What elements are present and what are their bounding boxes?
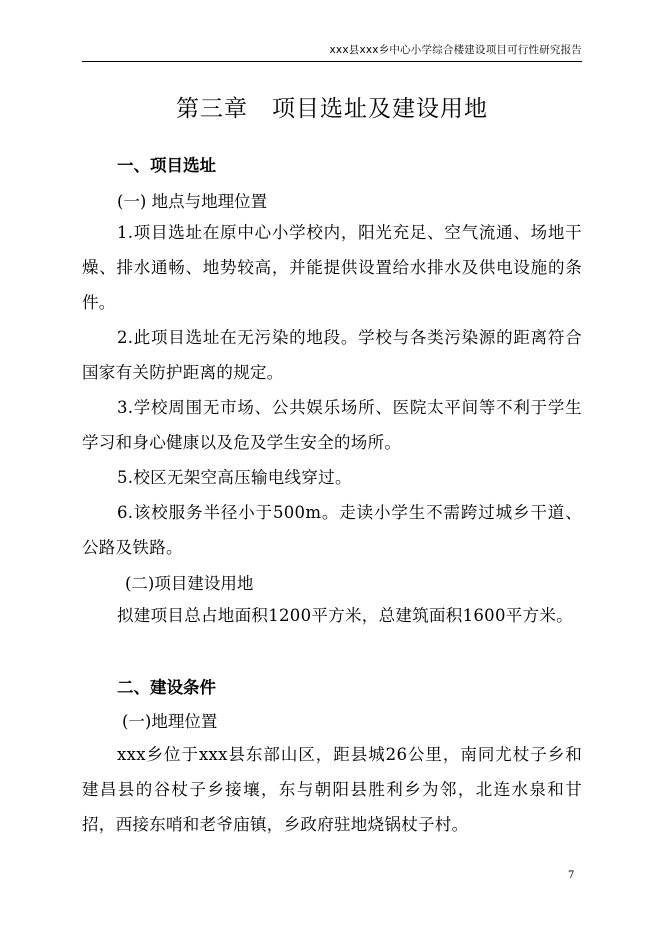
page-header: xxx县xxx乡中心小学综合楼建设项目可行性研究报告	[329, 44, 582, 56]
subsection-land: (二)项目建设用地	[125, 574, 254, 593]
site-item-3: 3.学校周围无市场、公共娱乐场所、医院太平间等不利于学生学习和身心健康以及危及学生安全的场所。	[82, 398, 582, 452]
site-item-2: 2.此项目选址在无污染的地段。学校与各类污染源的距离符合国家有关防护距离的规定。	[82, 328, 582, 382]
chapter-name: 项目选址及建设用地	[272, 96, 488, 122]
site-item-1: 1.项目选址在原中心小学校内，阳光充足、空气流通、场地干燥、排水通畅、地势较高，并能提供设置给水排水及供电设施的条件。	[82, 223, 582, 312]
site-item-5: 5.校区无架空高压输电线穿过。	[117, 468, 352, 487]
site-item-6: 6.该校服务半径小于500m。走读小学生不需跨过城乡干道、公路及铁路。	[82, 503, 582, 557]
geography-text: xxx乡位于xxx县东部山区，距县城26公里，南同尤杖子乡和建昌县的谷杖子乡接壤，东与朝阳县胜利乡为邻，北连水泉和甘招，西接东哨和老爷庙镇，乡政府驻地烧锅杖子村。	[82, 745, 582, 834]
land-area-text: 拟建项目总占地面积1200平方米，总建筑面积1600平方米。	[117, 606, 573, 625]
section-heading-site: 一、项目选址	[117, 156, 216, 175]
chapter-title	[82, 90, 582, 123]
page-number: 7	[568, 870, 575, 881]
header-rule	[82, 61, 582, 62]
subsection-location: (一) 地点与地理位置	[117, 192, 268, 211]
subsection-geography: (一)地理位置	[122, 712, 218, 731]
section-heading-conditions: 二、建设条件	[117, 678, 216, 697]
chapter-label: 第三章	[176, 96, 248, 122]
